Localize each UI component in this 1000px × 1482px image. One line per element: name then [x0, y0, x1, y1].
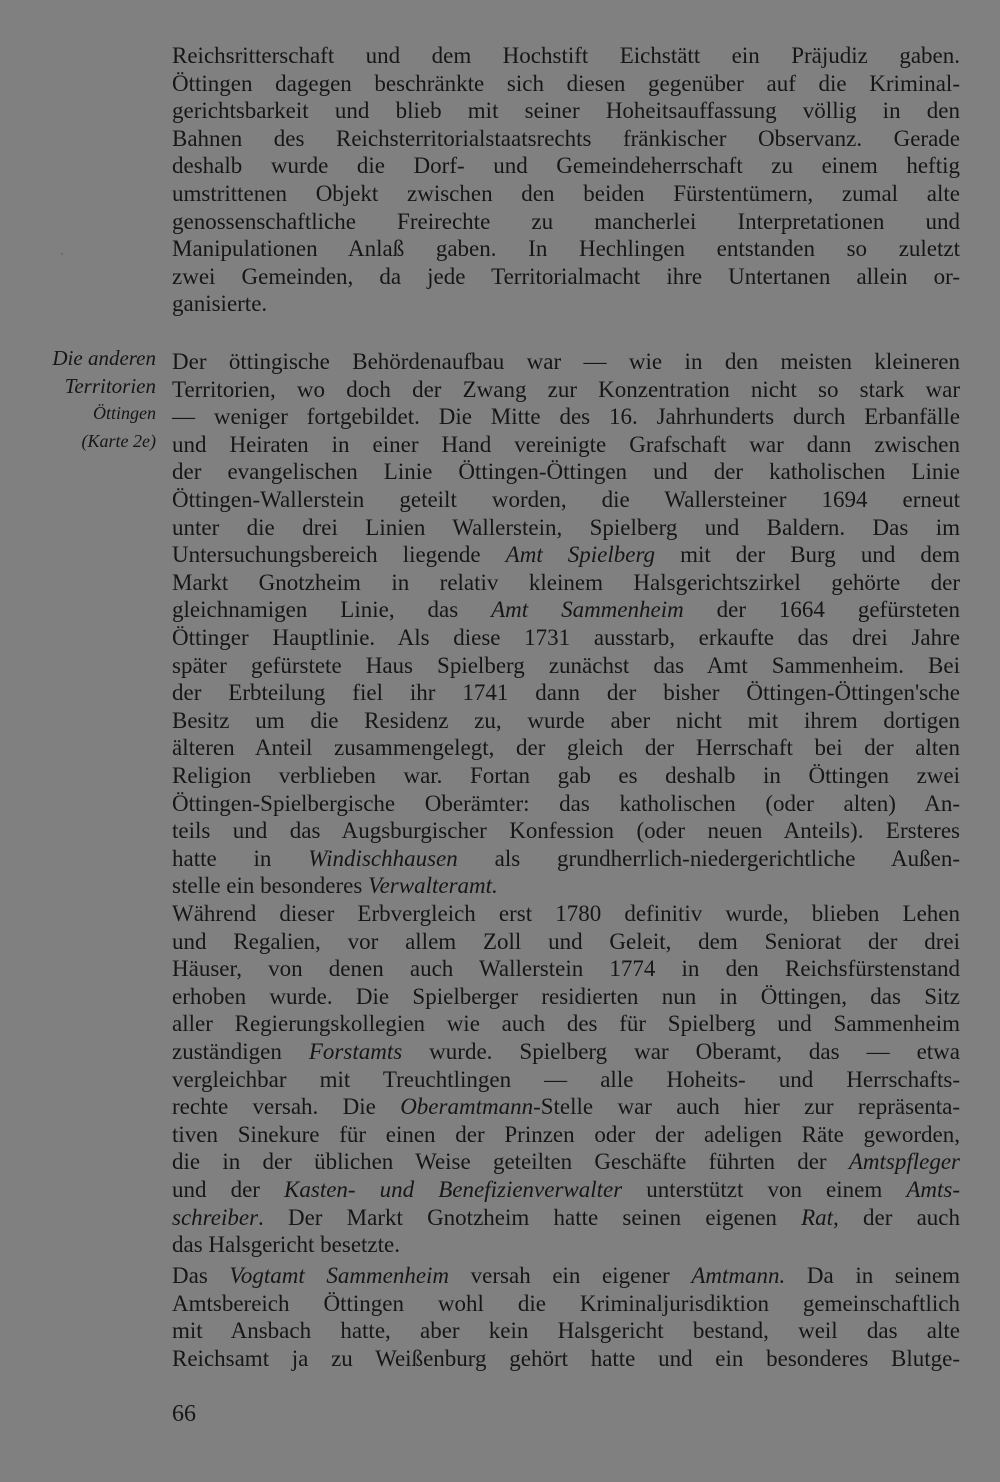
paragraph-oettingen [172, 348, 960, 900]
text-line: älteren Anteil zusammengelegt, der gleich der Herrschaft bei der alten [172, 735, 960, 761]
text-line: vergleichbar mit Treuchtlingen — alle Hoheits- und Herrschafts- [172, 1066, 960, 1092]
text-line [172, 1176, 960, 1204]
text-run: -Stelle war auch hier zur repräsenta- [533, 1094, 960, 1120]
text-line [172, 1038, 960, 1066]
text-line: Öttingen-Spielbergische Oberämter: das katholischen (oder alten) An- [172, 790, 960, 816]
margin-note-heading: Die anderen [52, 346, 156, 370]
text-run: hatte in [172, 845, 309, 871]
page-number: 66 [172, 1401, 196, 1427]
text-line: aller Regierungskollegien wie auch des für Spielberg und Sammenheim [172, 1011, 960, 1037]
text-line: gerichtsbarkeit und blieb mit seiner Hoheitsauffassung völlig in den [172, 98, 960, 124]
text-line: genossenschaftliche Freirechte zu mancherlei Interpretationen und [172, 208, 960, 234]
text-line: Religion verblieben war. Fortan gab es deshalb in Öttingen zwei [172, 762, 960, 788]
paragraph-continuation [172, 42, 960, 318]
text-line: Der öttingische Behördenaufbau war — wie in den meisten kleineren [172, 349, 960, 374]
text-line [172, 1093, 960, 1121]
text-run: . Der Markt Gnotzheim hatte seinen eigenen [258, 1204, 802, 1230]
margin-notes [20, 345, 156, 455]
text-run: als grundherrlich-niedergerichtliche Außen- [457, 845, 960, 871]
text-line [172, 872, 960, 900]
text-run: wurde. Spielberg war Oberamt, das — etwa [402, 1038, 960, 1064]
stray-mark: ˙ [60, 250, 64, 264]
text-line: Öttingen-Wallerstein geteilt worden, die Wallersteiner 1694 erneut [172, 486, 960, 512]
text-run: gleichnamigen Linie, das [172, 597, 492, 623]
text-line: Während dieser Erbvergleich erst 1780 definitiv wurde, blieben Lehen [172, 901, 960, 926]
text-line: erhoben wurde. Die Spielberger residierten nun in Öttingen, das Sitz [172, 983, 960, 1009]
text-line: — weniger fortgebildet. Die Mitte des 16. Jahrhunderts durch Erbanfälle [172, 404, 960, 430]
italic-term: Oberamtmann [400, 1094, 534, 1120]
italic-term: schreiber [172, 1204, 259, 1230]
text-line [172, 1148, 960, 1176]
text-run: und der [172, 1176, 285, 1202]
text-line: Besitz um die Residenz zu, wurde aber nicht mit ihrem dortigen [172, 707, 960, 733]
text-line: der Erbteilung fiel ihr 1741 dann der bisher Öttingen-Öttingen'sche [172, 680, 960, 706]
italic-term: Windischhausen [308, 845, 458, 871]
text-line: zwei Gemeinden, da jede Territorialmacht ihre Untertanen allein or- [172, 263, 960, 289]
text-run: der 1664 gefürsteten [683, 597, 961, 623]
italic-term: Kasten- und Benefizienverwalter [284, 1176, 623, 1202]
text-run: Untersuchungsbereich liegende [172, 542, 506, 568]
text-line [172, 1204, 960, 1232]
text-line: das Halsgericht besetzte. [172, 1232, 400, 1258]
text-line: Reichsamt ja zu Weißenburg gehört hatte und ein besonderes Blutge- [172, 1345, 960, 1371]
text-line: später gefürstete Haus Spielberg zunächst das Amt Sammenheim. Bei [172, 652, 960, 678]
italic-term: Amtspfleger [848, 1149, 960, 1175]
text-line: und Heiraten in einer Hand vereinigte Grafschaft war dann zwischen [172, 431, 960, 457]
italic-term: Rat, [801, 1204, 839, 1230]
italic-term: Amt Spielberg [505, 542, 656, 568]
text-line [172, 1262, 960, 1290]
text-line: unter die drei Linien Wallerstein, Spielberg und Baldern. Das im [172, 514, 960, 540]
margin-note-subheading: Öttingen [93, 403, 156, 424]
text-line: der evangelischen Linie Öttingen-Öttingen und der katholischen Linie [172, 459, 960, 485]
italic-term: Amt Sammenheim [491, 597, 684, 623]
text-line [172, 596, 960, 624]
text-line: Öttinger Hauptlinie. Als diese 1731 ausstarb, erkaufte das drei Jahre [172, 624, 960, 650]
text-run: rechte versah. Die [172, 1094, 401, 1120]
italic-term: Amts- [906, 1176, 961, 1202]
text-line: Manipulationen Anlaß gaben. In Hechlingen entstanden so zuletzt [172, 236, 960, 262]
italic-term: Verwalteramt. [368, 873, 498, 899]
text-run: unterstützt von einem [622, 1176, 907, 1202]
text-run: der auch [838, 1204, 960, 1230]
italic-term: Amtmann. [691, 1263, 786, 1288]
text-line: deshalb wurde die Dorf- und Gemeindeherrschaft zu einem heftig [172, 153, 960, 179]
text-line [172, 845, 960, 873]
text-line: mit Ansbach hatte, aber kein Halsgericht bestand, weil das alte [172, 1318, 960, 1344]
text-line: Bahnen des Reichsterritorialstaatsrechts fränkischer Observanz. Gerade [172, 125, 960, 151]
text-line [172, 541, 960, 569]
text-line: teils und das Augsburgischer Konfession (oder neuen Anteils). Ersteres [172, 818, 960, 844]
text-line: Öttingen dagegen beschränkte sich diesen gegenüber auf die Kriminal- [172, 70, 960, 96]
text-run: mit der Burg und dem [655, 542, 960, 568]
text-line: und Regalien, vor allem Zoll und Geleit, dem Seniorat der drei [172, 928, 960, 954]
margin-note-heading: Territorien [64, 373, 156, 398]
text-line: Amtsbereich Öttingen wohl die Kriminaljurisdiktion gemeinschaftlich [172, 1290, 960, 1316]
text-line: umstrittenen Objekt zwischen den beiden Fürstentümern, zumal alte [172, 180, 960, 206]
italic-term: Forstamts [308, 1038, 403, 1064]
text-run: die in der üblichen Weise geteilten Geschäfte führten der [172, 1149, 849, 1175]
text-line: Markt Gnotzheim in relativ kleinem Halsgerichtszirkel gehörte der [172, 569, 960, 595]
text-run: zuständigen [172, 1038, 309, 1064]
text-line: tiven Sinekure für einen der Prinzen oder der adeligen Räte geworden, [172, 1121, 960, 1147]
text-line: Häuser, von denen auch Wallerstein 1774 in den Reichsfürstenstand [172, 956, 960, 982]
text-line: ganisierte. [172, 291, 268, 317]
italic-term: Vogtamt Sammenheim [229, 1263, 450, 1288]
paragraph-erbvergleich [172, 900, 960, 1259]
paragraph-vogtamt [172, 1262, 960, 1372]
text-run: stelle ein besonderes [172, 873, 369, 899]
text-line: Territorien, wo doch der Zwang zur Konzentration nicht so stark war [172, 376, 960, 402]
margin-note-map-ref: (Karte 2e) [81, 430, 156, 451]
text-run: Da in seinem [785, 1263, 960, 1288]
text-run: versah ein eigener [449, 1263, 692, 1288]
text-line: Reichsritterschaft und dem Hochstift Eichstätt ein Präjudiz gaben. [172, 43, 960, 68]
text-run: Das [172, 1263, 230, 1288]
